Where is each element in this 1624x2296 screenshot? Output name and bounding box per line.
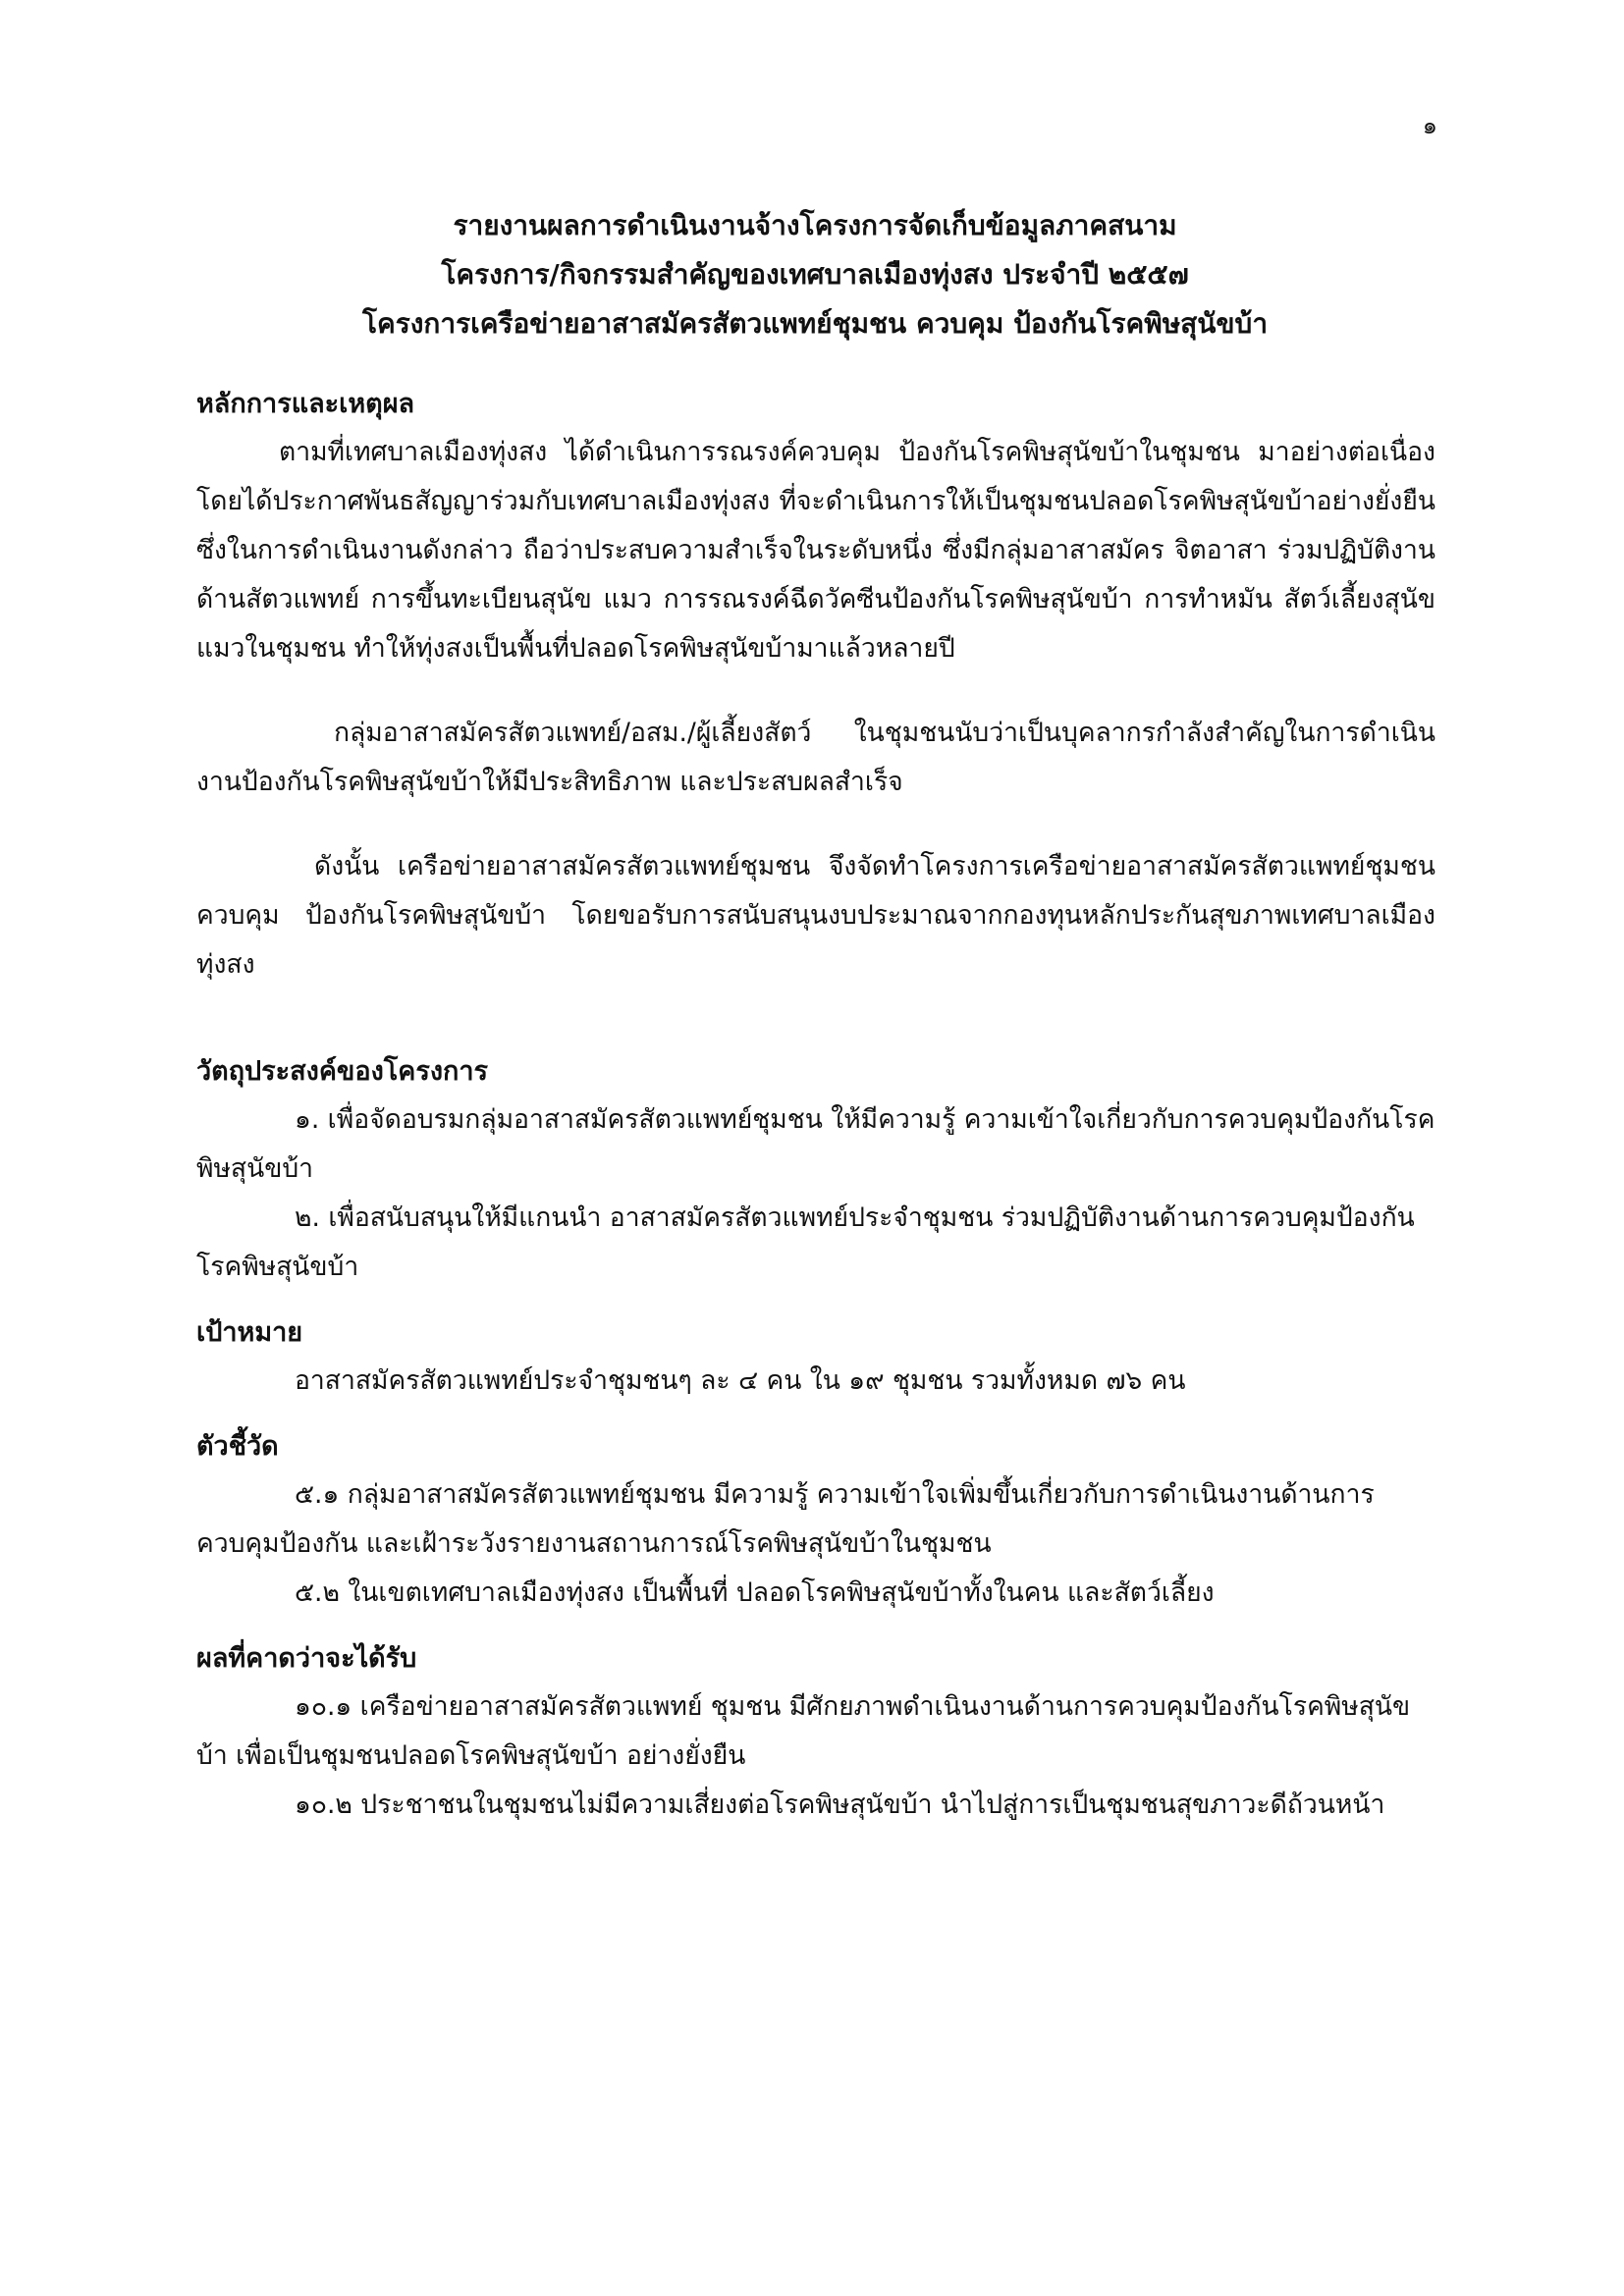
- title-line-2: โครงการ/กิจกรรมสำคัญของเทศบาลเมืองทุ่งสง ประจำปี ๒๕๕๗: [441, 258, 1189, 291]
- target-heading: เป้าหมาย: [196, 1317, 303, 1348]
- objective-item-2: ๒. เพื่อสนับสนุนให้มีแกนนำ อาสาสมัครสัตวแพทย์ประจำชุมชน ร่วมปฏิบัติงานด้านการควบคุมป้องกันโรคพิษสุนัขบ้า: [196, 1202, 1415, 1282]
- section-indicators: [196, 1423, 1435, 1618]
- principles-paragraph-3: ดังนั้น เครือข่ายอาสาสมัครสัตวแพทย์ชุมชน จึงจัดทำโครงการเครือข่ายอาสาสมัครสัตวแพทย์ชุมชน ควบคุม ป้องกันโรคพิษสุนัขบ้า โดยขอรับการสนับสนุนงบประมาณจากกองทุนหลักประกันสุขภาพเทศบาลเมืองทุ่งสง: [196, 851, 1435, 980]
- title-line-1: รายงานผลการดำเนินงานจ้างโครงการจัดเก็บข้อมูลภาคสนาม: [453, 209, 1177, 241]
- expected-item-1: ๑๐.๑ เครือข่ายอาสาสมัครสัตวแพทย์ ชุมชน มีศักยภาพดำเนินงานด้านการควบคุมป้องกันโรคพิษสุนัขบ้า เพื่อเป็นชุมชนปลอดโรคพิษสุนัขบ้า อย่างยั่งยืน: [196, 1691, 1411, 1771]
- principles-paragraph-1: ตามที่เทศบาลเมืองทุ่งสง ได้ดำเนินการรณรงค์ควบคุม ป้องกันโรคพิษสุนัขบ้าในชุมชน มาอย่างต่อเนื่อง โดยได้ประกาศพันธสัญญาร่วมกับเทศบาลเมืองทุ่งสง ที่จะดำเนินการให้เป็นชุมชนปลอดโรคพิษสุนัขบ้าอย่างยั่งยืน ซึ่งในการดำเนินงานดังกล่าว ถือว่าประสบความสำเร็จในระดับหนึ่ง ซึ่งมีกลุ่มอาสาสมัคร จิตอาสา ร่วมปฏิบัติงานด้านสัตวแพทย์ การขึ้นทะเบียนสุนัข แมว การรณรงค์ฉีดวัคซีนป้องกันโรคพิษสุนัขบ้า การทำหมัน สัตว์เลี้ยงสุนัข แมวในชุมชน ทำให้ทุ่งสงเป็นพื้นที่ปลอดโรคพิษสุนัขบ้ามาแล้วหลายปี: [196, 437, 1435, 664]
- principles-heading: หลักการและเหตุผล: [196, 389, 415, 419]
- section-expected-results: [196, 1635, 1435, 1830]
- objective-item-1: ๑. เพื่อจัดอบรมกลุ่มอาสาสมัครสัตวแพทย์ชุมชน ให้มีความรู้ ความเข้าใจเกี่ยวกับการควบคุมป้องกันโรคพิษสุนัขบ้า: [196, 1104, 1435, 1184]
- section-target: [196, 1309, 1435, 1406]
- section-principles: [196, 381, 1435, 989]
- expected-heading: ผลที่คาดว่าจะได้รับ: [196, 1643, 417, 1674]
- document-title: [196, 201, 1434, 348]
- principles-paragraph-2: กลุ่มอาสาสมัครสัตวแพทย์/อสม./ผู้เลี้ยงสัตว์ ในชุมชนนับว่าเป็นบุคลากรกำลังสำคัญในการดำเนินงานป้องกันโรคพิษสุนัขบ้าให้มีประสิทธิภาพ และประสบผลสำเร็จ: [196, 718, 1435, 797]
- target-text: อาสาสมัครสัตวแพทย์ประจำชุมชนๆ ละ ๔ คน ใน ๑๙ ชุมชน รวมทั้งหมด ๗๖ คน: [295, 1365, 1186, 1396]
- expected-item-2: ๑๐.๒ ประชาชนในชุมชนไม่มีความเสี่ยงต่อโรคพิษสุนัขบ้า นำไปสู่การเป็นชุมชนสุขภาวะดีถ้วนหน้า: [295, 1789, 1385, 1820]
- indicator-item-2: ๕.๒ ในเขตเทศบาลเมืองทุ่งสง เป็นพื้นที่ ปลอดโรคพิษสุนัขบ้าทั้งในคน และสัตว์เลี้ยง: [295, 1577, 1215, 1608]
- page-number: ๑: [1422, 112, 1437, 139]
- indicators-heading: ตัวชี้วัด: [196, 1431, 279, 1462]
- section-objectives: [196, 1048, 1435, 1292]
- title-line-3: โครงการเครือข่ายอาสาสมัครสัตวแพทย์ชุมชน ควบคุม ป้องกันโรคพิษสุนัขบ้า: [361, 307, 1269, 340]
- document-body: [196, 381, 1435, 1830]
- objectives-heading: วัตถุประสงค์ของโครงการ: [196, 1056, 489, 1087]
- indicator-item-1: ๕.๑ กลุ่มอาสาสมัครสัตวแพทย์ชุมชน มีความรู้ ความเข้าใจเพิ่มขึ้นเกี่ยวกับการดำเนินงานด้านการควบคุมป้องกัน และเฝ้าระวังรายงานสถานการณ์โรคพิษสุนัขบ้าในชุมชน: [196, 1479, 1375, 1559]
